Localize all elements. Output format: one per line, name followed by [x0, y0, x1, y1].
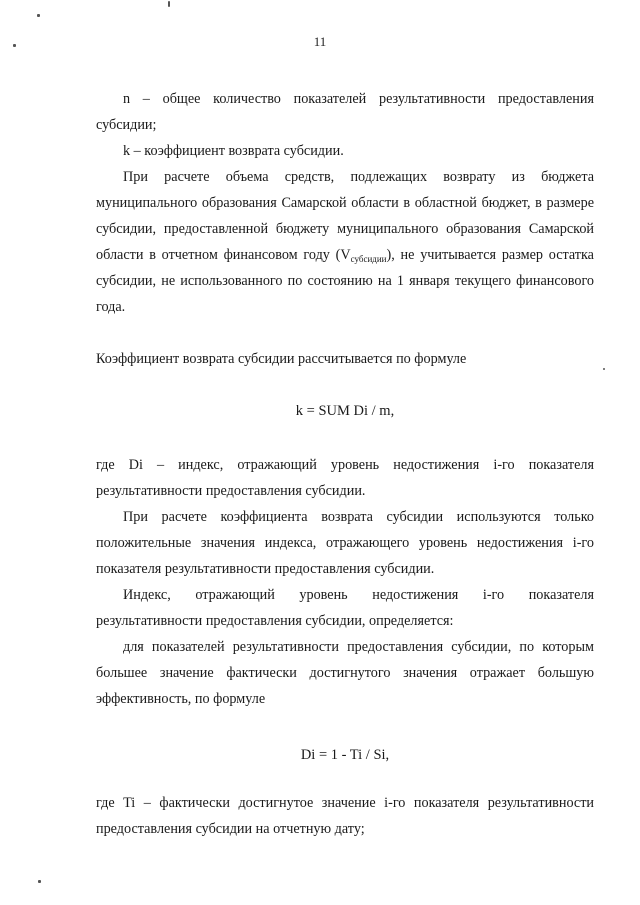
calculation-note-part1: При расчете объема средств, подлежащих возврату из бюджета муниципального образования Самарской области в областной бюджет, в размере субсидии, предоставленной бюджету муниципального образования Самарской области в отчетном финансовом году (V	[96, 169, 594, 263]
formula-k: k = SUM Di / m,	[295, 403, 395, 419]
subsidy-subscript: субсидии	[350, 254, 387, 264]
index-intro-paragraph: Индекс, отражающий уровень недостижения i-го показателя результативности предоставления субсидии, определяется:	[96, 587, 594, 629]
di-definition-paragraph: где Di – индекс, отражающий уровень недостижения i-го показателя результативности предоставления субсидии.	[96, 457, 594, 499]
formula-di: Di = 1 - Ti / Si,	[300, 747, 390, 763]
positive-values-paragraph: При расчете коэффициента возврата субсидии используются только положительные значения индекса, отражающего уровень недостижения i-го показателя результативности предоставления субсидии.	[96, 509, 594, 577]
definitions-block	[96, 86, 594, 320]
index-definition-block	[96, 452, 594, 712]
scan-speck	[13, 44, 16, 47]
n-definition-paragraph: n – общее количество показателей результативности предоставления субсидии;	[96, 91, 594, 133]
coefficient-intro-block	[96, 346, 594, 372]
larger-is-better-paragraph: для показателей результативности предоставления субсидии, по которым большее значение фактически достигнутого значения отражает большую эффективность, по формуле	[96, 639, 594, 707]
scan-speck	[603, 368, 605, 370]
calculation-note-paragraph	[96, 164, 594, 320]
ti-definition-block	[96, 790, 594, 842]
ti-definition-paragraph: где Ti – фактически достигнутое значение i-го показателя результативности предоставления субсидии на отчетную дату;	[96, 795, 594, 837]
scan-speck	[38, 880, 41, 883]
coefficient-intro-paragraph: Коэффициент возврата субсидии рассчитывается по формуле	[96, 351, 467, 367]
page-number: 11	[313, 34, 327, 49]
calculation-note-part2: ), не учитывается размер остатка субсидии, не использованного по состоянию на 1 января текущего финансового года.	[96, 247, 594, 315]
scan-speck	[168, 1, 170, 7]
k-definition-paragraph: k – коэффициент возврата субсидии.	[123, 143, 344, 159]
scan-speck	[37, 14, 40, 17]
